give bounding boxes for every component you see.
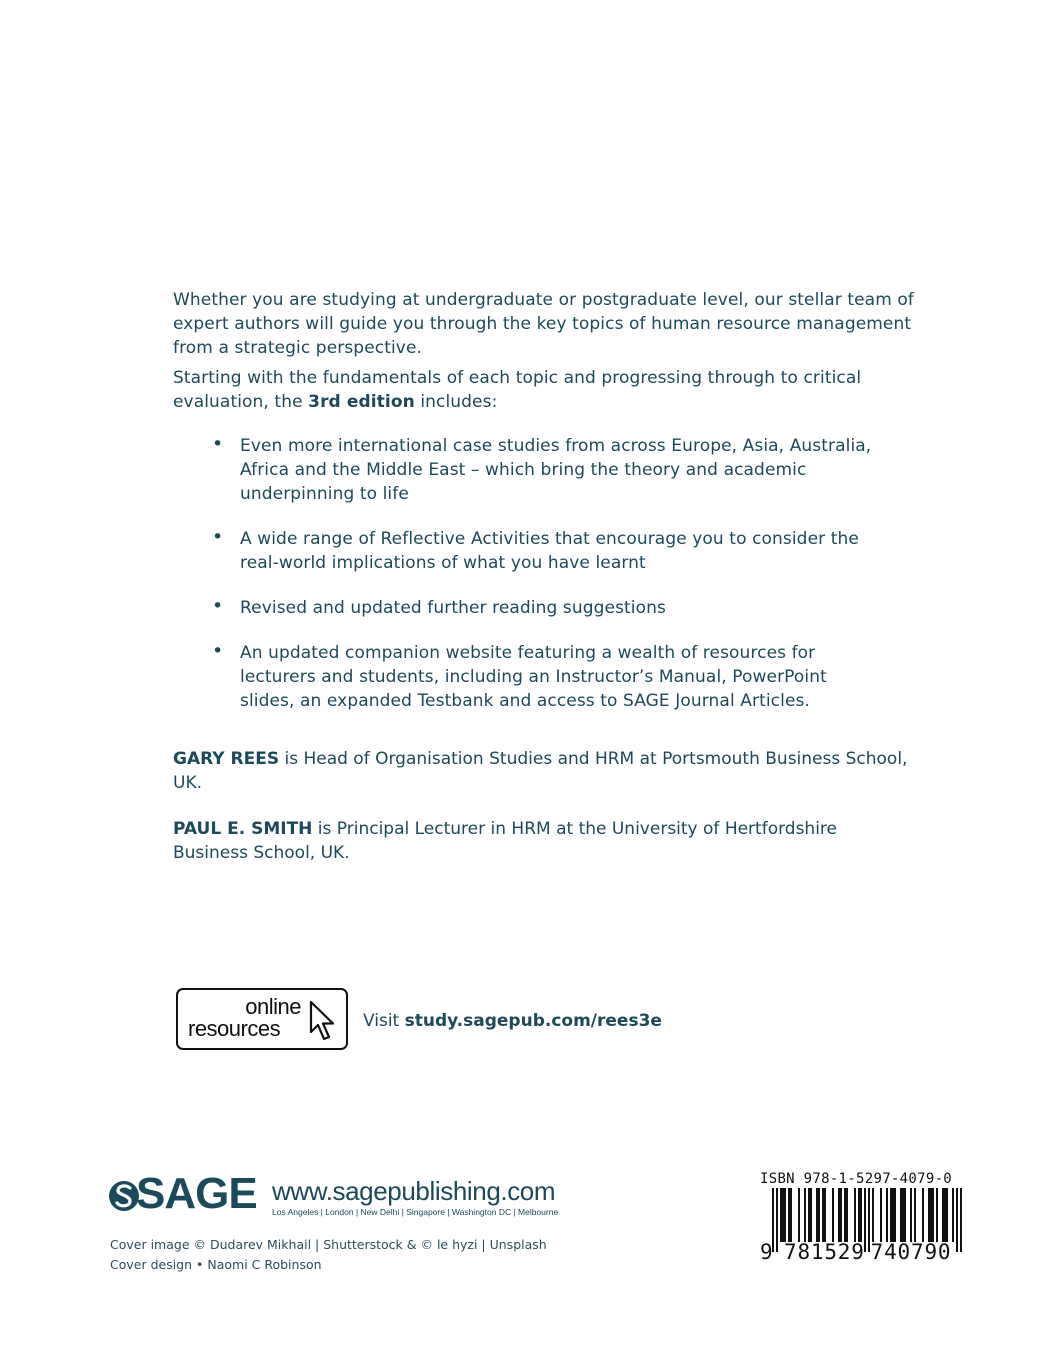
- barcode-bar: [894, 1188, 896, 1242]
- barcode-bar: [860, 1188, 862, 1242]
- barcode-bar: [928, 1188, 930, 1242]
- barcode-bar: [844, 1188, 846, 1242]
- online-label: online: [245, 994, 301, 1019]
- barcode-bar: [900, 1188, 902, 1242]
- barcode-bar: [930, 1188, 932, 1242]
- cover-design-credit: Cover design • Naomi C Robinson: [110, 1257, 322, 1272]
- barcode-digits: 9 781529 740790: [760, 1240, 952, 1264]
- feature-item: • A wide range of Reflective Activities that encourage you to consider the real-world implications of what you have learnt: [240, 527, 880, 575]
- barcode-bar: [804, 1188, 806, 1242]
- barcode-bar: [904, 1188, 906, 1242]
- barcode-bar: [922, 1188, 924, 1242]
- barcode-bar: [810, 1188, 812, 1242]
- author-bio-gary-rees: [173, 747, 913, 795]
- barcode-bar: [886, 1188, 888, 1242]
- includes-paragraph: Starting with the fundamentals of each topic and progressing through to critical evaluation, the 3rd edition includes:: [173, 368, 862, 412]
- cover-image-credit: Cover image © Dudarev Mikhail | Shutterstock & © le hyzi | Unsplash: [110, 1237, 547, 1252]
- author-name: GARY REES: [173, 749, 280, 769]
- barcode-bar: [824, 1188, 826, 1242]
- intro-paragraph: Whether you are studying at undergraduate or postgraduate level, our stellar team of expert authors will guide you through the key topics of human resource management from a strategic perspective.: [173, 290, 914, 358]
- barcode-bar: [808, 1188, 810, 1242]
- author-bio-paul-smith: [173, 817, 913, 865]
- resources-label: resources: [188, 1016, 281, 1041]
- barcode-bar: [942, 1188, 944, 1242]
- publisher-website[interactable]: www.sagepublishing.com: [272, 1176, 556, 1206]
- barcode-bar: [952, 1188, 954, 1242]
- barcode-bar: [818, 1188, 820, 1242]
- online-resources-badge: [176, 988, 348, 1050]
- cursor-arrow-icon: [308, 1000, 340, 1042]
- back-cover-blurb: [173, 288, 933, 734]
- barcode-bar: [816, 1188, 818, 1242]
- barcode-bar: [840, 1188, 842, 1242]
- barcode-bar: [944, 1188, 946, 1242]
- publisher-locations: Los Angeles | London | New Delhi | Singapore | Washington DC | Melbourne: [272, 1207, 559, 1217]
- cover-credits: [110, 1235, 547, 1275]
- barcode-bar: [846, 1188, 848, 1242]
- barcode-bar: [832, 1188, 834, 1242]
- author-bio: is Head of Organisation Studies and HRM at Portsmouth Business School, UK.: [173, 749, 908, 793]
- barcode-bar: [872, 1188, 874, 1242]
- feature-item: • Even more international case studies from across Europe, Asia, Australia, Africa and the Middle East – which bring the theory and academic underpinning to life: [240, 434, 880, 506]
- author-name: PAUL E. SMITH: [173, 819, 313, 839]
- feature-list: [173, 434, 880, 713]
- isbn-label: ISBN 978-1-5297-4079-0: [760, 1171, 953, 1187]
- barcode-bar: [858, 1188, 860, 1242]
- barcode-bar: [782, 1188, 784, 1242]
- barcode-bar: [902, 1188, 904, 1242]
- barcode-bar: [936, 1188, 938, 1242]
- barcode-bar: [892, 1188, 894, 1242]
- barcode-bar: [784, 1188, 786, 1242]
- barcode-bar: [946, 1188, 948, 1242]
- barcode-bar: [822, 1188, 824, 1242]
- barcode-bar: [880, 1188, 882, 1242]
- sage-wordmark: SAGE: [136, 1169, 257, 1218]
- author-bio: is Principal Lecturer in HRM at the University of Hertfordshire Business School, UK.: [173, 819, 838, 863]
- barcode-bar: [890, 1188, 892, 1242]
- barcode-bar: [838, 1188, 840, 1242]
- barcode-bar: [788, 1188, 790, 1242]
- barcode-bar: [780, 1188, 782, 1242]
- feature-item: • An updated companion website featuring a wealth of resources for lecturers and students, including an Instructor’s Manual, PowerPoint slides, an expanded Testbank and access to SAGE Journal Articles.: [240, 641, 880, 713]
- barcode-bar: [932, 1188, 934, 1242]
- barcode-bar: [790, 1188, 792, 1242]
- barcode-bar: [798, 1188, 800, 1242]
- barcode-bar: [854, 1188, 856, 1242]
- feature-item: • Revised and updated further reading suggestions: [240, 596, 880, 620]
- barcode-bar: [914, 1188, 916, 1242]
- barcode-bar: [910, 1188, 912, 1242]
- edition-label: 3rd edition: [308, 392, 415, 412]
- visit-website-line: Visit study.sagepub.com/rees3e: [363, 1011, 662, 1031]
- companion-website-link[interactable]: study.sagepub.com/rees3e: [404, 1011, 662, 1031]
